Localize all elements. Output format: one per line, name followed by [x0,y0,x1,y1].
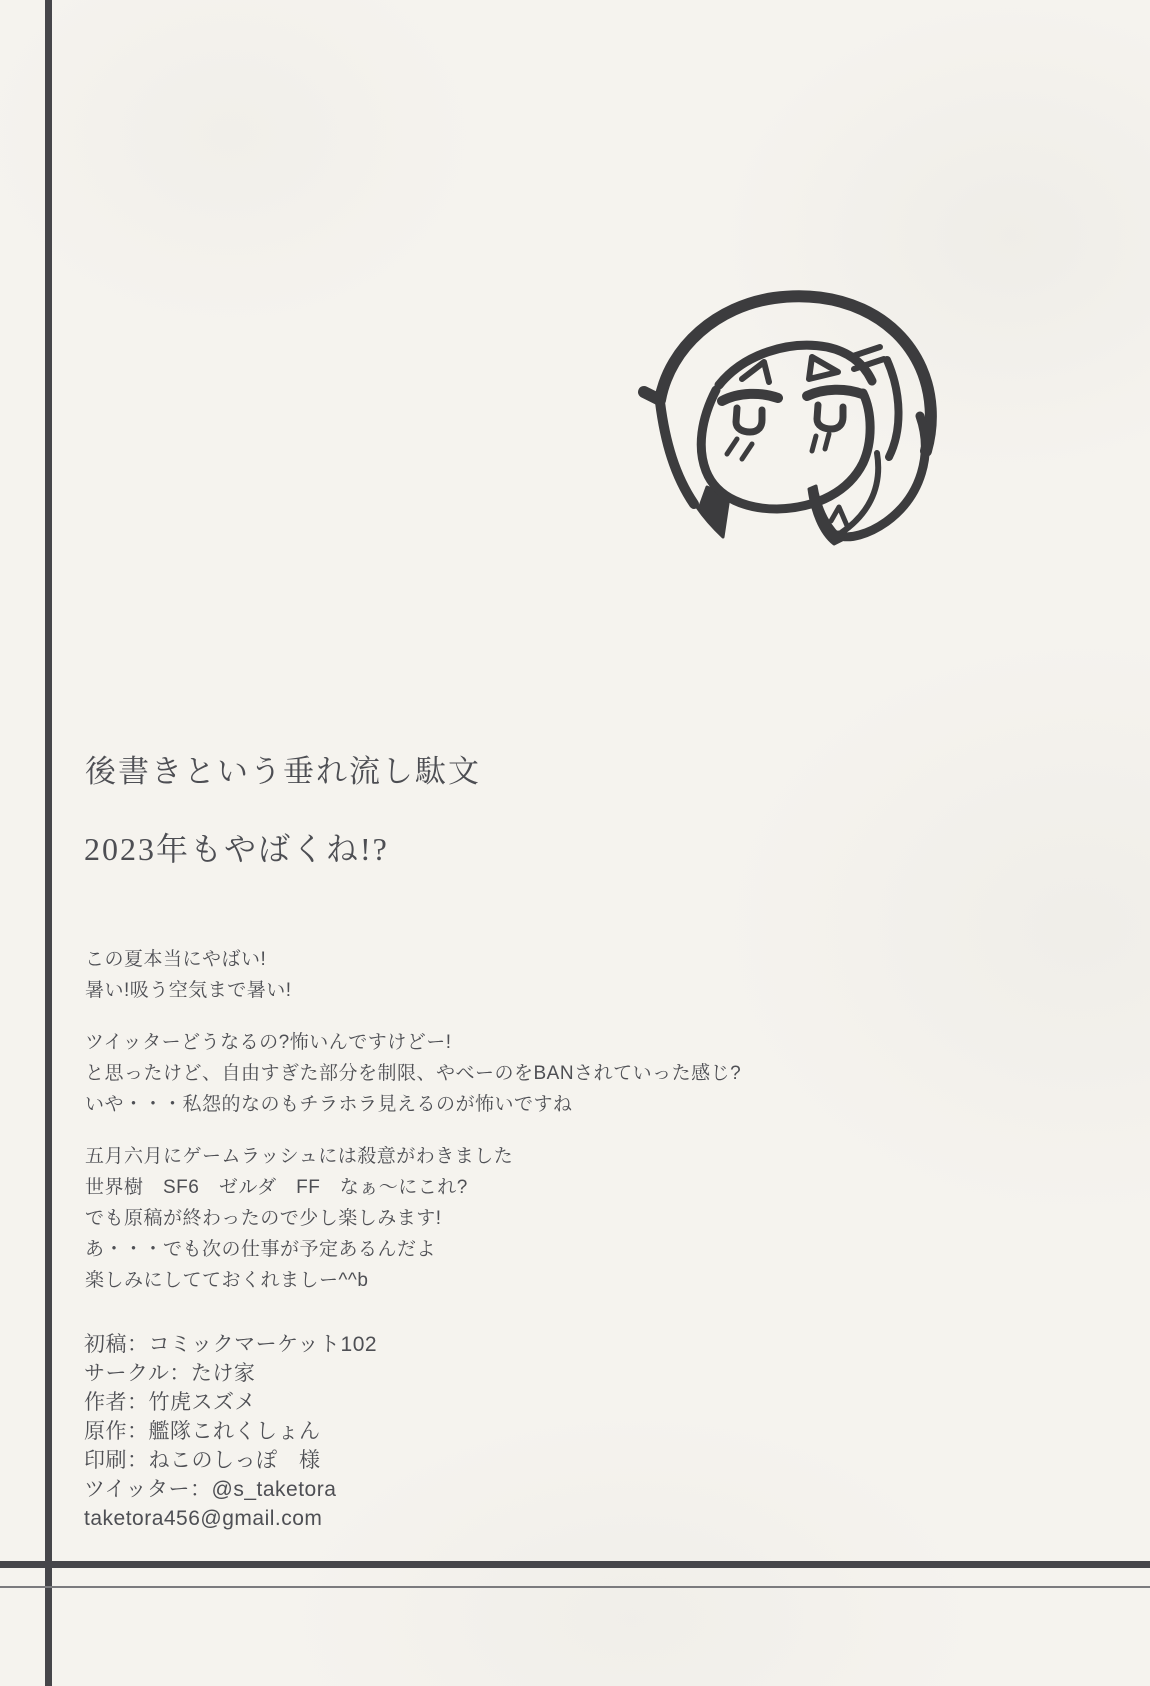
text-line: 楽しみにしてておくれましー^^b [85,1270,369,1291]
text-line: ツイッターどうなるの?怖いんですけどー! [85,1032,452,1053]
credit-author: 作者：竹虎スズメ [84,1391,256,1414]
hair-outline [644,296,931,537]
text-line: でも原稿が終わったので少し楽しみます! [85,1208,442,1229]
credit-circle: サークル：たけ家 [84,1362,256,1385]
binding-rule-vertical [45,0,52,1686]
text-line: いや・・・私怨的なのもチラホラ見えるのが怖いですね [85,1094,573,1115]
text-line: 五月六月にゲームラッシュには殺意がわきました [85,1146,514,1167]
text-line: この夏本当にやばい! [85,949,267,970]
paragraph-twitter [85,1027,985,1120]
text-line: 暑い!吸う空気まで暑い! [85,980,292,1001]
paragraph-summer [85,944,985,1006]
year-heading: 2023年もやばくね!? [84,831,389,867]
credit-first-print: 初稿：コミックマーケット102 [84,1333,378,1356]
text-line: あ・・・でも次の仕事が予定あるんだよ [85,1239,437,1260]
text-line: と思ったけど、自由すぎた部分を制限、やべーのをBANされていった感じ? [85,1063,742,1084]
credit-twitter-handle: ツイッター：@s_taketora [84,1478,337,1501]
eyes [722,390,862,432]
credit-printer: 印刷：ねこのしっぽ 様 [84,1449,321,1472]
blush-marks [727,434,829,459]
afterword-heading: 後書きという垂れ流し駄文 [85,754,481,789]
credit-original-work: 原作：艦隊これくしょん [84,1420,321,1443]
bottom-rule-thin [0,1586,1150,1588]
chibi-face-doodle-icon [580,250,960,580]
hairpin-icon [850,347,884,369]
afterword-body [85,944,985,1317]
paragraph-games [85,1141,985,1296]
bottom-rule-thick [0,1561,1150,1568]
credit-email: taketora456@gmail.com [84,1507,323,1530]
face-outline [701,345,872,509]
text-line: 世界樹 SF6 ゼルダ FF なぁ〜にこれ? [85,1177,468,1198]
credits-block [84,1330,684,1533]
